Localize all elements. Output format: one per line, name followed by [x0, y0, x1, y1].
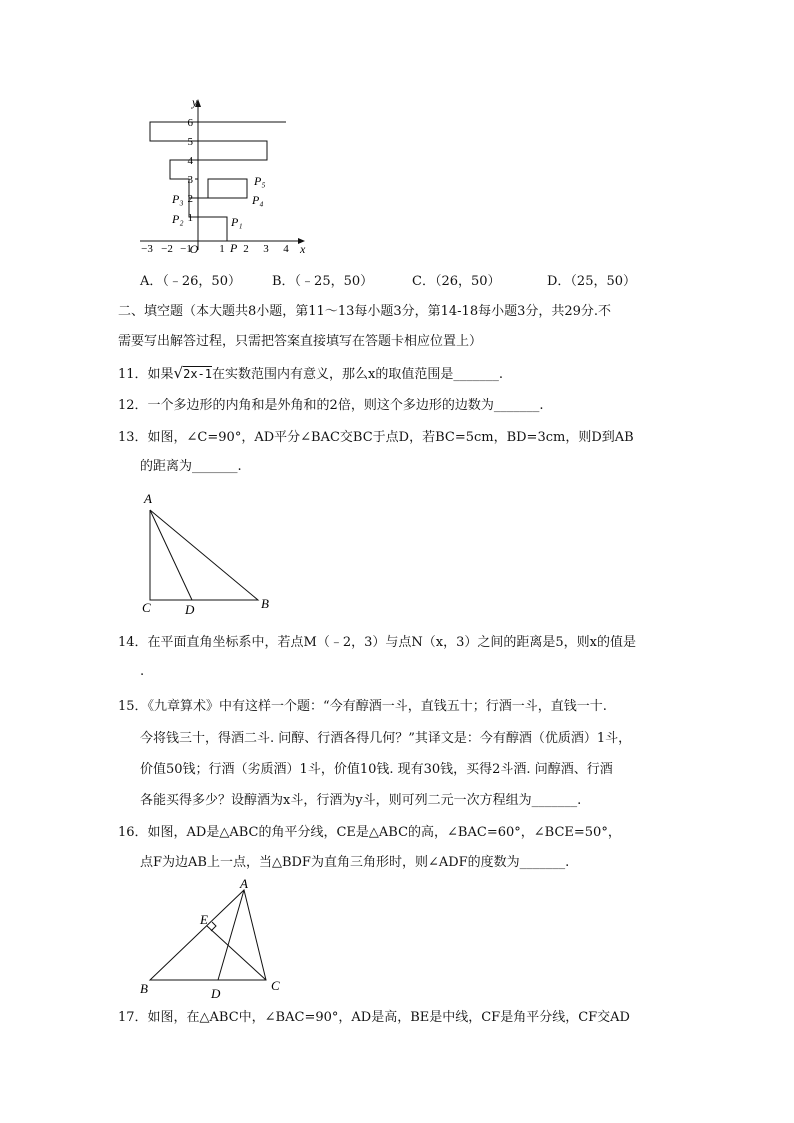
q13-label-c: C [142, 600, 151, 615]
q16-label-b: B [140, 981, 148, 996]
question-15-line3: 价值50钱；行酒（劣质酒）1斗，价值10钱. 现有30钱，买得2斗酒. 问醇酒、行酒 [140, 762, 613, 777]
x-tick-3: 3 [263, 243, 269, 255]
question-15-line2: 今将钱三十，得酒二斗. 问醇、行酒各得几何？”其译文是：今有醇酒（优质酒）1斗， [140, 731, 632, 746]
option-b[interactable]: B．（﹣25，50） [272, 274, 374, 289]
question-16-line2: 点F为边AB上一点，当△BDF为直角三角形时，则∠ADF的度数为_______. [140, 855, 570, 870]
question-11 [118, 363, 503, 385]
q16-label-a: A [240, 876, 248, 891]
option-a[interactable]: A．（﹣26，50） [140, 274, 241, 289]
question-13-line2: 的距离为_______. [140, 459, 242, 474]
y-tick-1: 1 [187, 212, 193, 224]
question-13-line1: 13．如图，∠C=90°，AD平分∠BAC交BC于点D，若BC=5cm，BD=3cm，则D到AB [118, 430, 634, 445]
y-tick-4: 4 [187, 155, 193, 167]
question-14-line2: . [140, 664, 145, 679]
q16-label-e: E [200, 912, 208, 927]
x-tick-4: 4 [283, 243, 289, 255]
q13-triangle-figure [136, 490, 286, 618]
option-d[interactable]: D．（25，50） [547, 274, 637, 289]
q13-label-d: D [185, 602, 195, 617]
y-tick-2: 2 [187, 193, 193, 205]
q16-label-d: D [211, 986, 221, 1001]
sqrt-icon: √ [173, 364, 184, 382]
q13-label-b: B [261, 596, 269, 611]
point-p2: P₂ [172, 212, 184, 226]
y-tick-3: 3 [187, 174, 193, 186]
q11-suffix: 在实数范围内有意义，那么x的取值范围是_______. [212, 367, 503, 382]
q11-radicand: 2x-1 [183, 367, 213, 381]
section2-heading-line1: 二、填空题（本大题共8小题，第11～13每小题3分，第14-18每小题3分，共29分.不 [118, 304, 612, 319]
point-p3: P₃ [172, 192, 184, 206]
y-tick-6: 6 [187, 117, 193, 129]
x-tick-1: 1 [219, 243, 225, 255]
x-tick-2: 2 [243, 243, 249, 255]
x-tick-neg2: −2 [161, 243, 173, 255]
spiral-path [150, 122, 286, 241]
question-17-line1: 17．如图，在△ABC中，∠BAC=90°，AD是高，BE是中线，CF是角平分线，CF交AD [118, 1010, 630, 1025]
x-tick-neg1: −1 [180, 243, 192, 255]
question-12: 12．一个多边形的内角和是外角和的2倍，则这个多边形的边数为_______. [118, 398, 544, 413]
question-14-line1: 14．在平面直角坐标系中，若点M（﹣2，3）与点N（x，3）之间的距离是5，则x的值是 [118, 635, 636, 650]
q16-label-c: C [271, 978, 280, 993]
question-16-line1: 16．如图，AD是△ABC的角平分线，CE是△ABC的高，∠BAC=60°，∠BCE=50°， [118, 825, 621, 840]
point-p1: P₁ [231, 215, 243, 229]
y-axis-label: y [192, 95, 198, 109]
point-p: P [230, 241, 238, 255]
question-15-line4: 各能买得多少？设醇酒为x斗，行酒为y斗，则可列二元一次方程组为_______. [140, 793, 582, 808]
q16-triangle-figure [134, 876, 294, 1002]
point-p5: P₅ [254, 174, 266, 188]
section2-heading-line2: 需要写出解答过程，只需把答案直接填写在答题卡相应位置上） [118, 334, 483, 349]
q11-prefix: 11．如果 [118, 367, 174, 382]
x-tick-neg3: −3 [141, 243, 153, 255]
question-15-line1: 15．《九章算术》中有这样一个题：“今有醇酒一斗，直钱五十；行酒一斗，直钱一十. [118, 699, 607, 714]
origin-label: O [189, 242, 199, 255]
point-p4: P₄ [252, 193, 264, 207]
y-tick-5: 5 [187, 136, 193, 148]
option-c[interactable]: C．（26，50） [412, 274, 501, 289]
x-axis-label: x [300, 242, 306, 255]
spiral-coordinate-graph [130, 95, 310, 255]
q13-label-a: A [144, 491, 152, 506]
